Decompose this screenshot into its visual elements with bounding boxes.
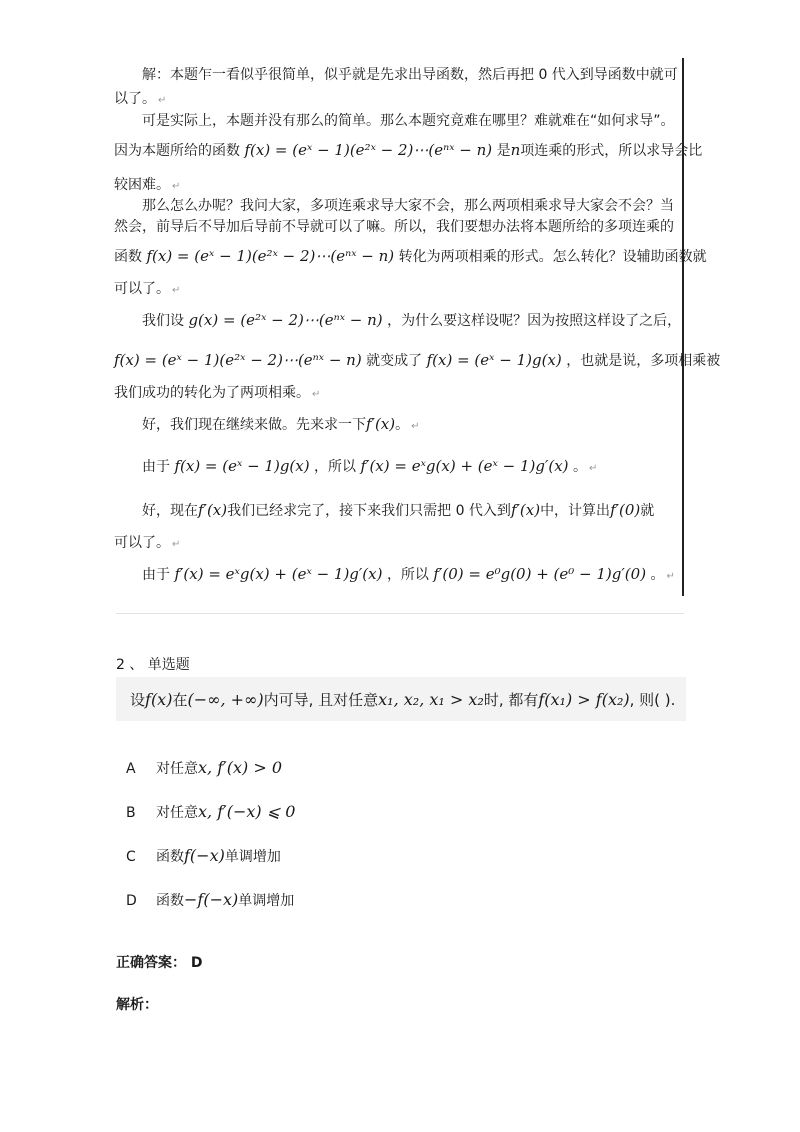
option-d[interactable] [126,890,294,910]
math-formula: f′(x) = eˣg(x) + (eˣ − 1)g′(x) [360,457,569,475]
math-formula: f′(x) [366,415,396,433]
math-formula: f(x) = (eˣ − 1)(e²ˣ − 2)⋯(eⁿˣ − n) [114,351,362,369]
option-letter: D [126,893,137,909]
paragraph-mark-icon: ↵ [172,285,181,296]
paragraph-mark-icon: ↵ [588,463,598,474]
math-formula: f′(x) = eˣg(x) + (eˣ − 1)g′(x) [174,565,383,583]
math-formula: x, [198,802,213,821]
correct-answer: 正确答案： D [116,955,203,971]
question-text: 时, 都有 [483,691,539,709]
solution-line: f(x) = (eˣ − 1)(e²ˣ − 2)⋯(eⁿˣ − n) 就变成了 f(x) = (eˣ − 1)g(x) ，也就是说，多项相乘被 [114,351,721,369]
math-formula: f′(x) > 0 [212,758,283,777]
math-formula: x₁, x₂, x₁ > x₂ [378,690,484,709]
option-b[interactable] [126,802,295,822]
math-formula: f(−x) [184,846,225,865]
solution-line: 以了。 ↵ [114,91,167,107]
option-c[interactable] [126,846,281,866]
solution-line: 我们设 g(x) = (e²ˣ − 2)⋯(eⁿˣ − n) ，为什么要这样设呢？因为按照这样设了之后， [142,311,682,329]
question-text: 在 [172,691,188,709]
math-formula: f′(x) [510,501,541,519]
math-formula: f′(0) = e⁰g(0) + (e⁰ − 1)g′(0) [433,565,647,583]
math-formula: g(x) = (e²ˣ − 2)⋯(eⁿˣ − n) [188,311,383,329]
option-a[interactable] [126,758,282,778]
solution-line: 可以了。 ↵ [114,281,181,297]
math-formula: f(x₁) > f(x₂) [538,690,630,709]
paragraph-mark-icon: ↵ [172,181,181,192]
paragraph-mark-icon: ↵ [172,539,181,550]
math-formula: −f(−x) [184,890,239,909]
solution-line: 可是实际上，本题并没有那么的简单。那么本题究竟难在哪里？难就难在“如何求导”。 [142,113,675,129]
solution-line: 由于 f(x) = (eˣ − 1)g(x) ，所以 f′(x) = eˣg(x) + (eˣ − 1)g′(x) 。 ↵ [142,457,598,475]
solution-line: 可以了。 ↵ [114,535,181,551]
math-formula: f(x) = (eˣ − 1)(e²ˣ − 2)⋯(eⁿˣ − n) [244,141,493,159]
math-formula: f′(x) [198,501,228,519]
paragraph-mark-icon: ↵ [411,421,420,432]
paragraph-mark-icon: ↵ [158,95,167,106]
math-formula: (−∞, +∞) [187,690,264,709]
option-letter: C [126,849,136,865]
option-text: 对任意 [156,805,198,821]
option-letter: B [126,805,136,821]
math-formula: f′(0) [610,501,641,519]
question-text: 内可导, 且对任意 [263,691,379,709]
solution-line: 好，我们现在继续来做。先来求一下f′(x)。 ↵ [142,415,420,433]
option-text: 单调增加 [238,893,295,909]
question-header: 2 、 单选题 [116,657,190,673]
right-margin-rule [682,58,684,596]
solution-line: 好，现在f′(x)我们已经求完了，接下来我们只需把 0 代入到f′(x)中，计算出f′(0)就 [142,501,655,519]
option-text: 对任意 [156,761,198,777]
solution-line: 由于 f′(x) = eˣg(x) + (eˣ − 1)g′(x) ，所以 f′(0) = e⁰g(0) + (e⁰ − 1)g′(0) 。 ↵ [142,565,675,583]
solution-line: 因为本题所给的函数 f(x) = (eˣ − 1)(e²ˣ − 2)⋯(eⁿˣ − n) 是n项连乘的形式，所以求导会比 [114,141,703,159]
solution-line: 然会，前导后不导加后导前不导就可以了嘛。所以，我们要想办法将本题所给的多项连乘的 [114,219,674,235]
solution-line: 较困难。 ↵ [114,177,181,193]
question-text: , 则( ). [629,691,676,709]
option-text: 单调增加 [224,849,281,865]
section-divider [116,613,684,614]
analysis-heading: 解析： [116,997,158,1013]
solution-line: 函数 f(x) = (eˣ − 1)(e²ˣ − 2)⋯(eⁿˣ − n) 转化为两项相乘的形式。怎么转化？设辅助函数就 [114,247,707,265]
option-letter: A [126,761,136,777]
option-text: 函数 [156,893,184,909]
math-formula: x, [198,758,213,777]
paragraph-mark-icon: ↵ [312,389,321,400]
math-formula: f(x) = (eˣ − 1)g(x) [174,457,310,475]
solution-line: 那么怎么办呢？我问大家，多项连乘求导大家不会，那么两项相乘求导大家会不会？当 [142,198,674,214]
math-symbol: n [510,141,521,159]
math-formula: f(x) [145,690,173,709]
solution-line: 解：本题乍一看似乎很简单，似乎就是先求出导函数，然后再把 0 代入到导函数中就可 [142,67,678,83]
solution-line: 我们成功的转化为了两项相乘。 ↵ [114,385,321,401]
math-formula: f(x) = (eˣ − 1)g(x) [426,351,562,369]
option-text: 函数 [156,849,184,865]
question-stem [116,677,686,721]
math-formula: f(x) = (eˣ − 1)(e²ˣ − 2)⋯(eⁿˣ − n) [146,247,395,265]
math-formula: f′(−x) ⩽ 0 [212,802,296,821]
question-text: 设 [130,691,146,709]
paragraph-mark-icon: ↵ [666,571,675,582]
